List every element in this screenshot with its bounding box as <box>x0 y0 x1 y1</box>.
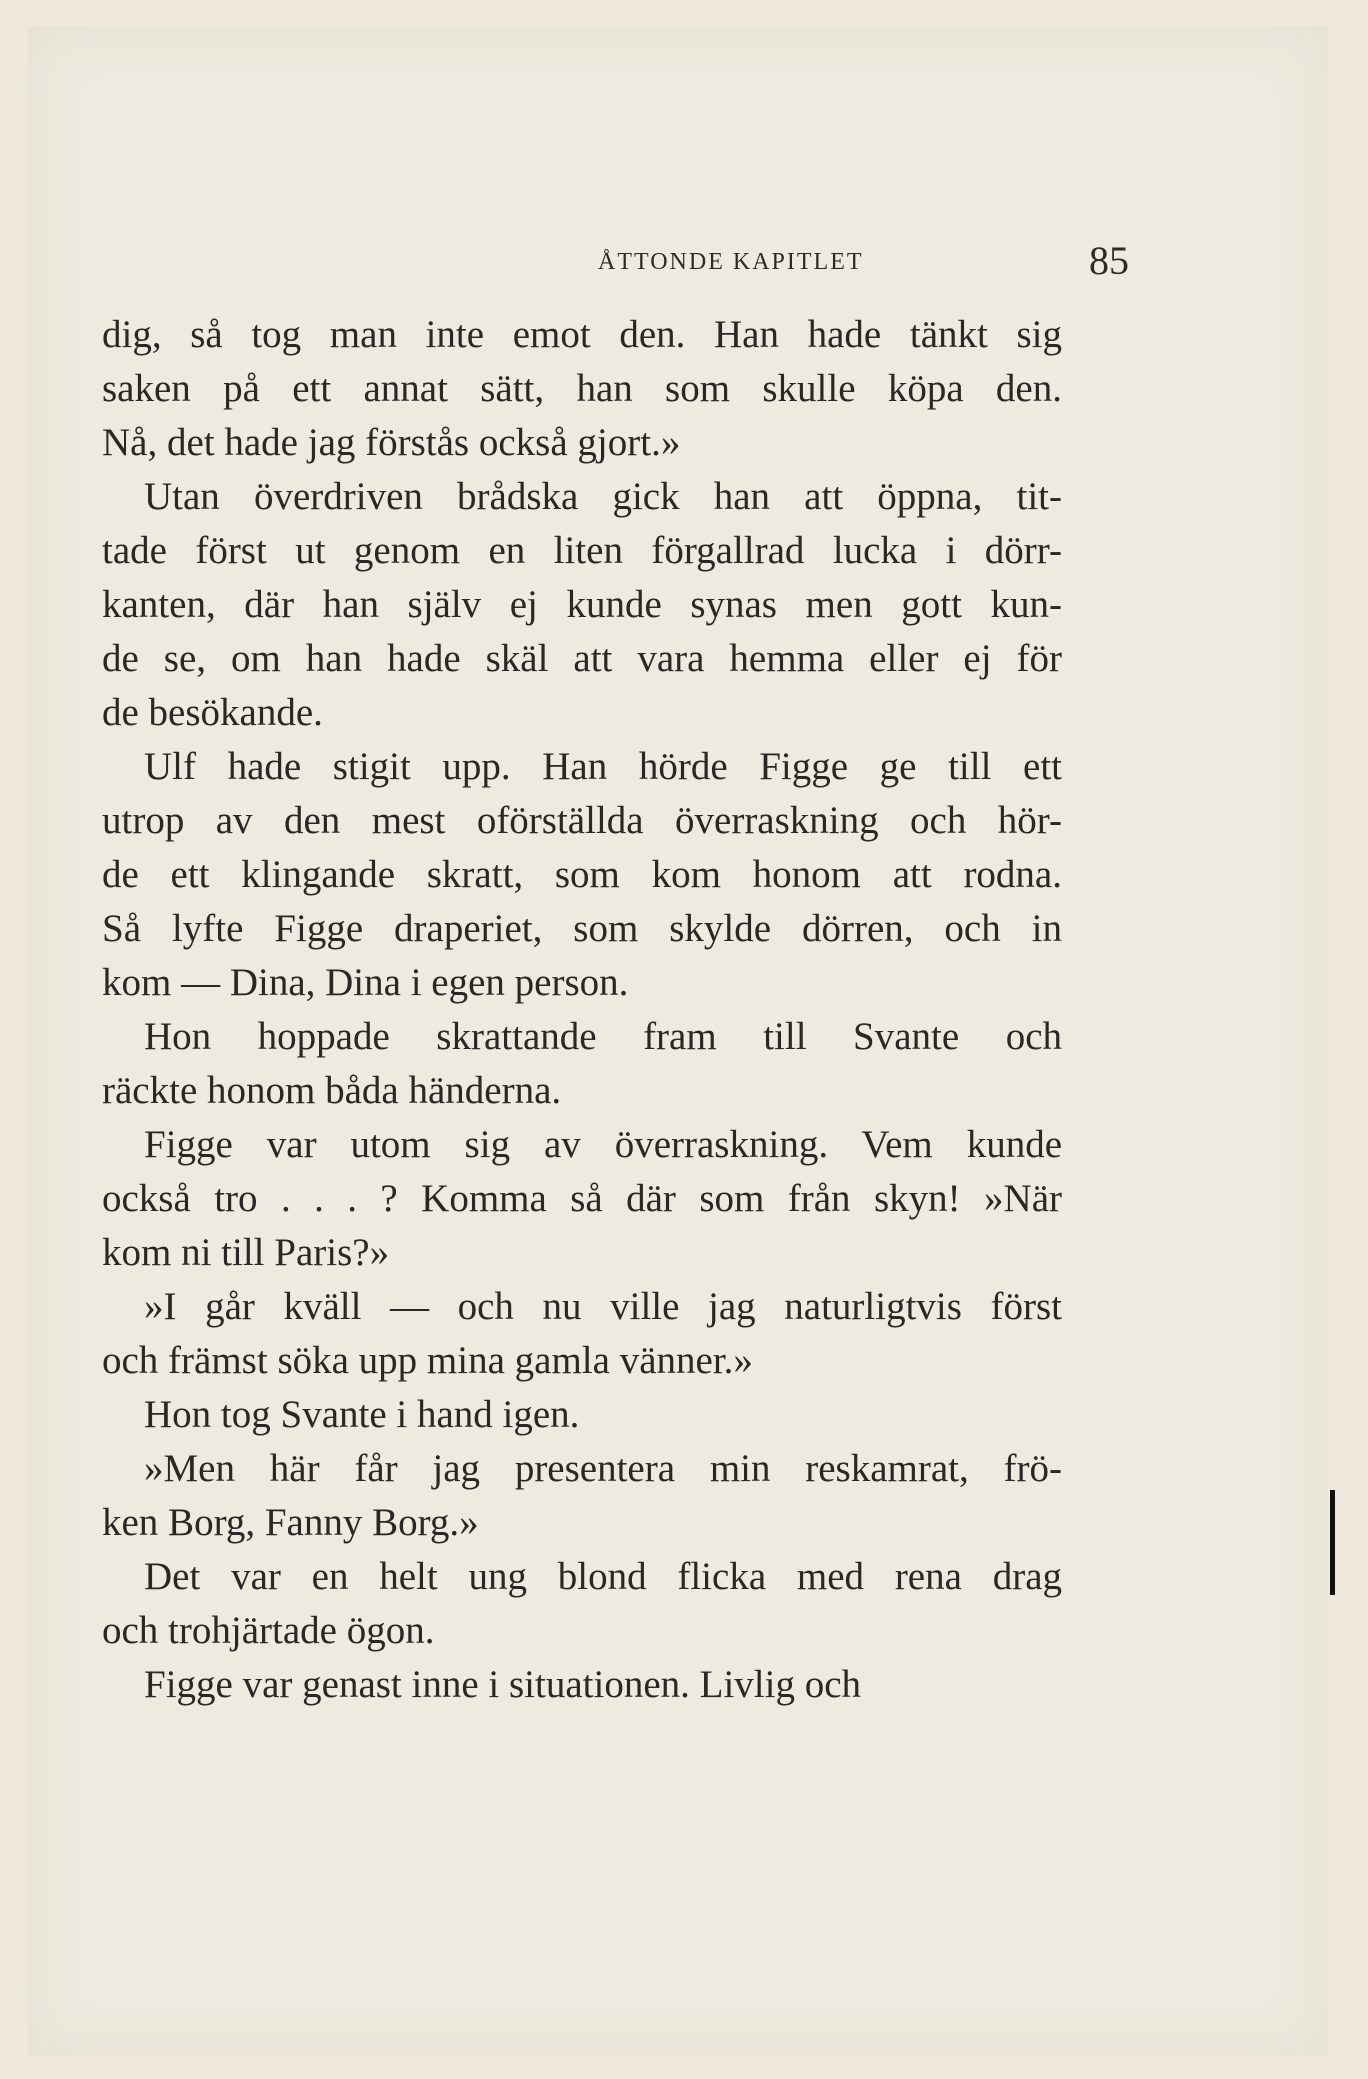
text-line: tade först ut genom en liten förgallrad lucka i dörr- <box>102 529 1062 572</box>
text-line: också tro . . . ? Komma så där som från skyn! »När <box>102 1177 1062 1220</box>
text-line: Hon hoppade skrattande fram till Svante och <box>144 1015 1062 1058</box>
text-line: kom — Dina, Dina i egen person. <box>102 961 629 1004</box>
text-line: saken på ett annat sätt, han som skulle köpa den. <box>102 367 1062 410</box>
text-line: de ett klingande skratt, som kom honom att rodna. <box>102 853 1062 896</box>
page-number: 85 <box>1089 238 1129 283</box>
text-line: utrop av den mest oförställda överraskning och hör- <box>102 799 1062 842</box>
edge-mark <box>1330 1490 1335 1595</box>
text-line: räckte honom båda händerna. <box>102 1069 562 1112</box>
body-text <box>102 308 1062 1712</box>
text-line: Ulf hade stigit upp. Han hörde Figge ge till ett <box>144 745 1062 788</box>
text-line: Figge var genast inne i situationen. Livlig och <box>144 1663 862 1706</box>
text-line: och trohjärtade ögon. <box>102 1609 435 1652</box>
text-line: Det var en helt ung blond flicka med rena drag <box>144 1555 1062 1598</box>
text-line: kom ni till Paris?» <box>102 1231 390 1274</box>
text-line: dig, så tog man inte emot den. Han hade tänkt sig <box>102 313 1062 356</box>
text-line: ken Borg, Fanny Borg.» <box>102 1501 479 1544</box>
text-line: Så lyfte Figge draperiet, som skylde dörren, och in <box>102 907 1062 950</box>
text-line: »I går kväll — och nu ville jag naturligtvis först <box>144 1285 1062 1328</box>
page-header <box>0 237 1368 287</box>
text-line: Utan överdriven brådska gick han att öppna, tit- <box>144 475 1062 518</box>
text-line: Nå, det hade jag förstås också gjort.» <box>102 421 681 464</box>
text-line: Figge var utom sig av överraskning. Vem kunde <box>144 1123 1062 1166</box>
text-line: de se, om han hade skäl att vara hemma eller ej för <box>102 637 1062 680</box>
text-line: de besökande. <box>102 691 323 734</box>
running-head: ÅTTONDE KAPITLET <box>598 249 864 275</box>
text-line: och främst söka upp mina gamla vänner.» <box>102 1339 753 1382</box>
text-line: Hon tog Svante i hand igen. <box>144 1393 580 1436</box>
text-line: »Men här får jag presentera min reskamrat, frö- <box>144 1447 1062 1490</box>
text-line: kanten, där han själv ej kunde synas men gott kun- <box>102 583 1062 626</box>
